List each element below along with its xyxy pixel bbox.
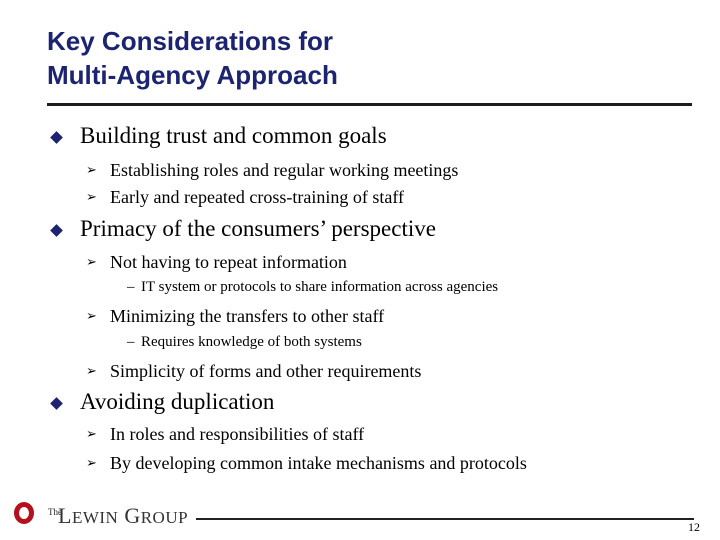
bullet-2-sub-1: Not having to repeat information — [110, 252, 347, 272]
arrow-bullet-icon: ➢ — [86, 255, 97, 270]
logo-G: G — [124, 503, 141, 528]
title-line-2: Multi-Agency Approach — [47, 60, 338, 90]
title-divider — [47, 103, 692, 106]
arrow-bullet-icon: ➢ — [86, 163, 97, 178]
arrow-bullet-icon: ➢ — [86, 190, 97, 205]
bullet-1-sub-2: Early and repeated cross-training of staff — [110, 187, 405, 207]
bullet-3-sub-1: In roles and responsibilities of staff — [110, 424, 365, 444]
bullet-3-sub-2: By developing common intake mechanisms and protocols — [110, 453, 527, 473]
bullet-3-text: Avoiding duplication — [80, 389, 275, 414]
logo-L: L — [58, 503, 72, 528]
bullet-1-sub-1: Establishing roles and regular working meetings — [110, 160, 459, 180]
logo-ewin: EWIN — [71, 508, 119, 527]
diamond-bullet-icon — [50, 131, 63, 144]
dash-bullet-icon: – — [127, 279, 135, 295]
logo-the: The — [48, 507, 62, 517]
arrow-bullet-icon: ➢ — [86, 364, 97, 379]
bullet-2-sub-3: Simplicity of forms and other requirements — [110, 361, 422, 381]
bullet-2-sub-2-detail: Requires knowledge of both systems — [141, 334, 362, 350]
title-line-1: Key Considerations for — [47, 26, 334, 56]
logo-wordmark — [58, 504, 188, 530]
logo-roup: ROUP — [140, 508, 189, 527]
diamond-bullet-icon — [50, 397, 63, 410]
footer-divider — [196, 518, 694, 520]
page-number: 12 — [688, 520, 700, 534]
diamond-bullet-icon — [50, 224, 63, 237]
bullet-2-text: Primacy of the consumers’ perspective — [80, 216, 436, 241]
arrow-bullet-icon: ➢ — [86, 309, 97, 324]
slide-title — [47, 24, 607, 92]
arrow-bullet-icon: ➢ — [86, 427, 97, 442]
dash-bullet-icon: – — [127, 334, 135, 350]
lewin-logo-ring-icon — [14, 502, 34, 524]
bullet-2-sub-2: Minimizing the transfers to other staff — [110, 306, 385, 326]
bullet-2-sub-1-detail: IT system or protocols to share information across agencies — [141, 279, 499, 295]
bullet-1-text: Building trust and common goals — [80, 123, 387, 148]
arrow-bullet-icon: ➢ — [86, 456, 97, 471]
